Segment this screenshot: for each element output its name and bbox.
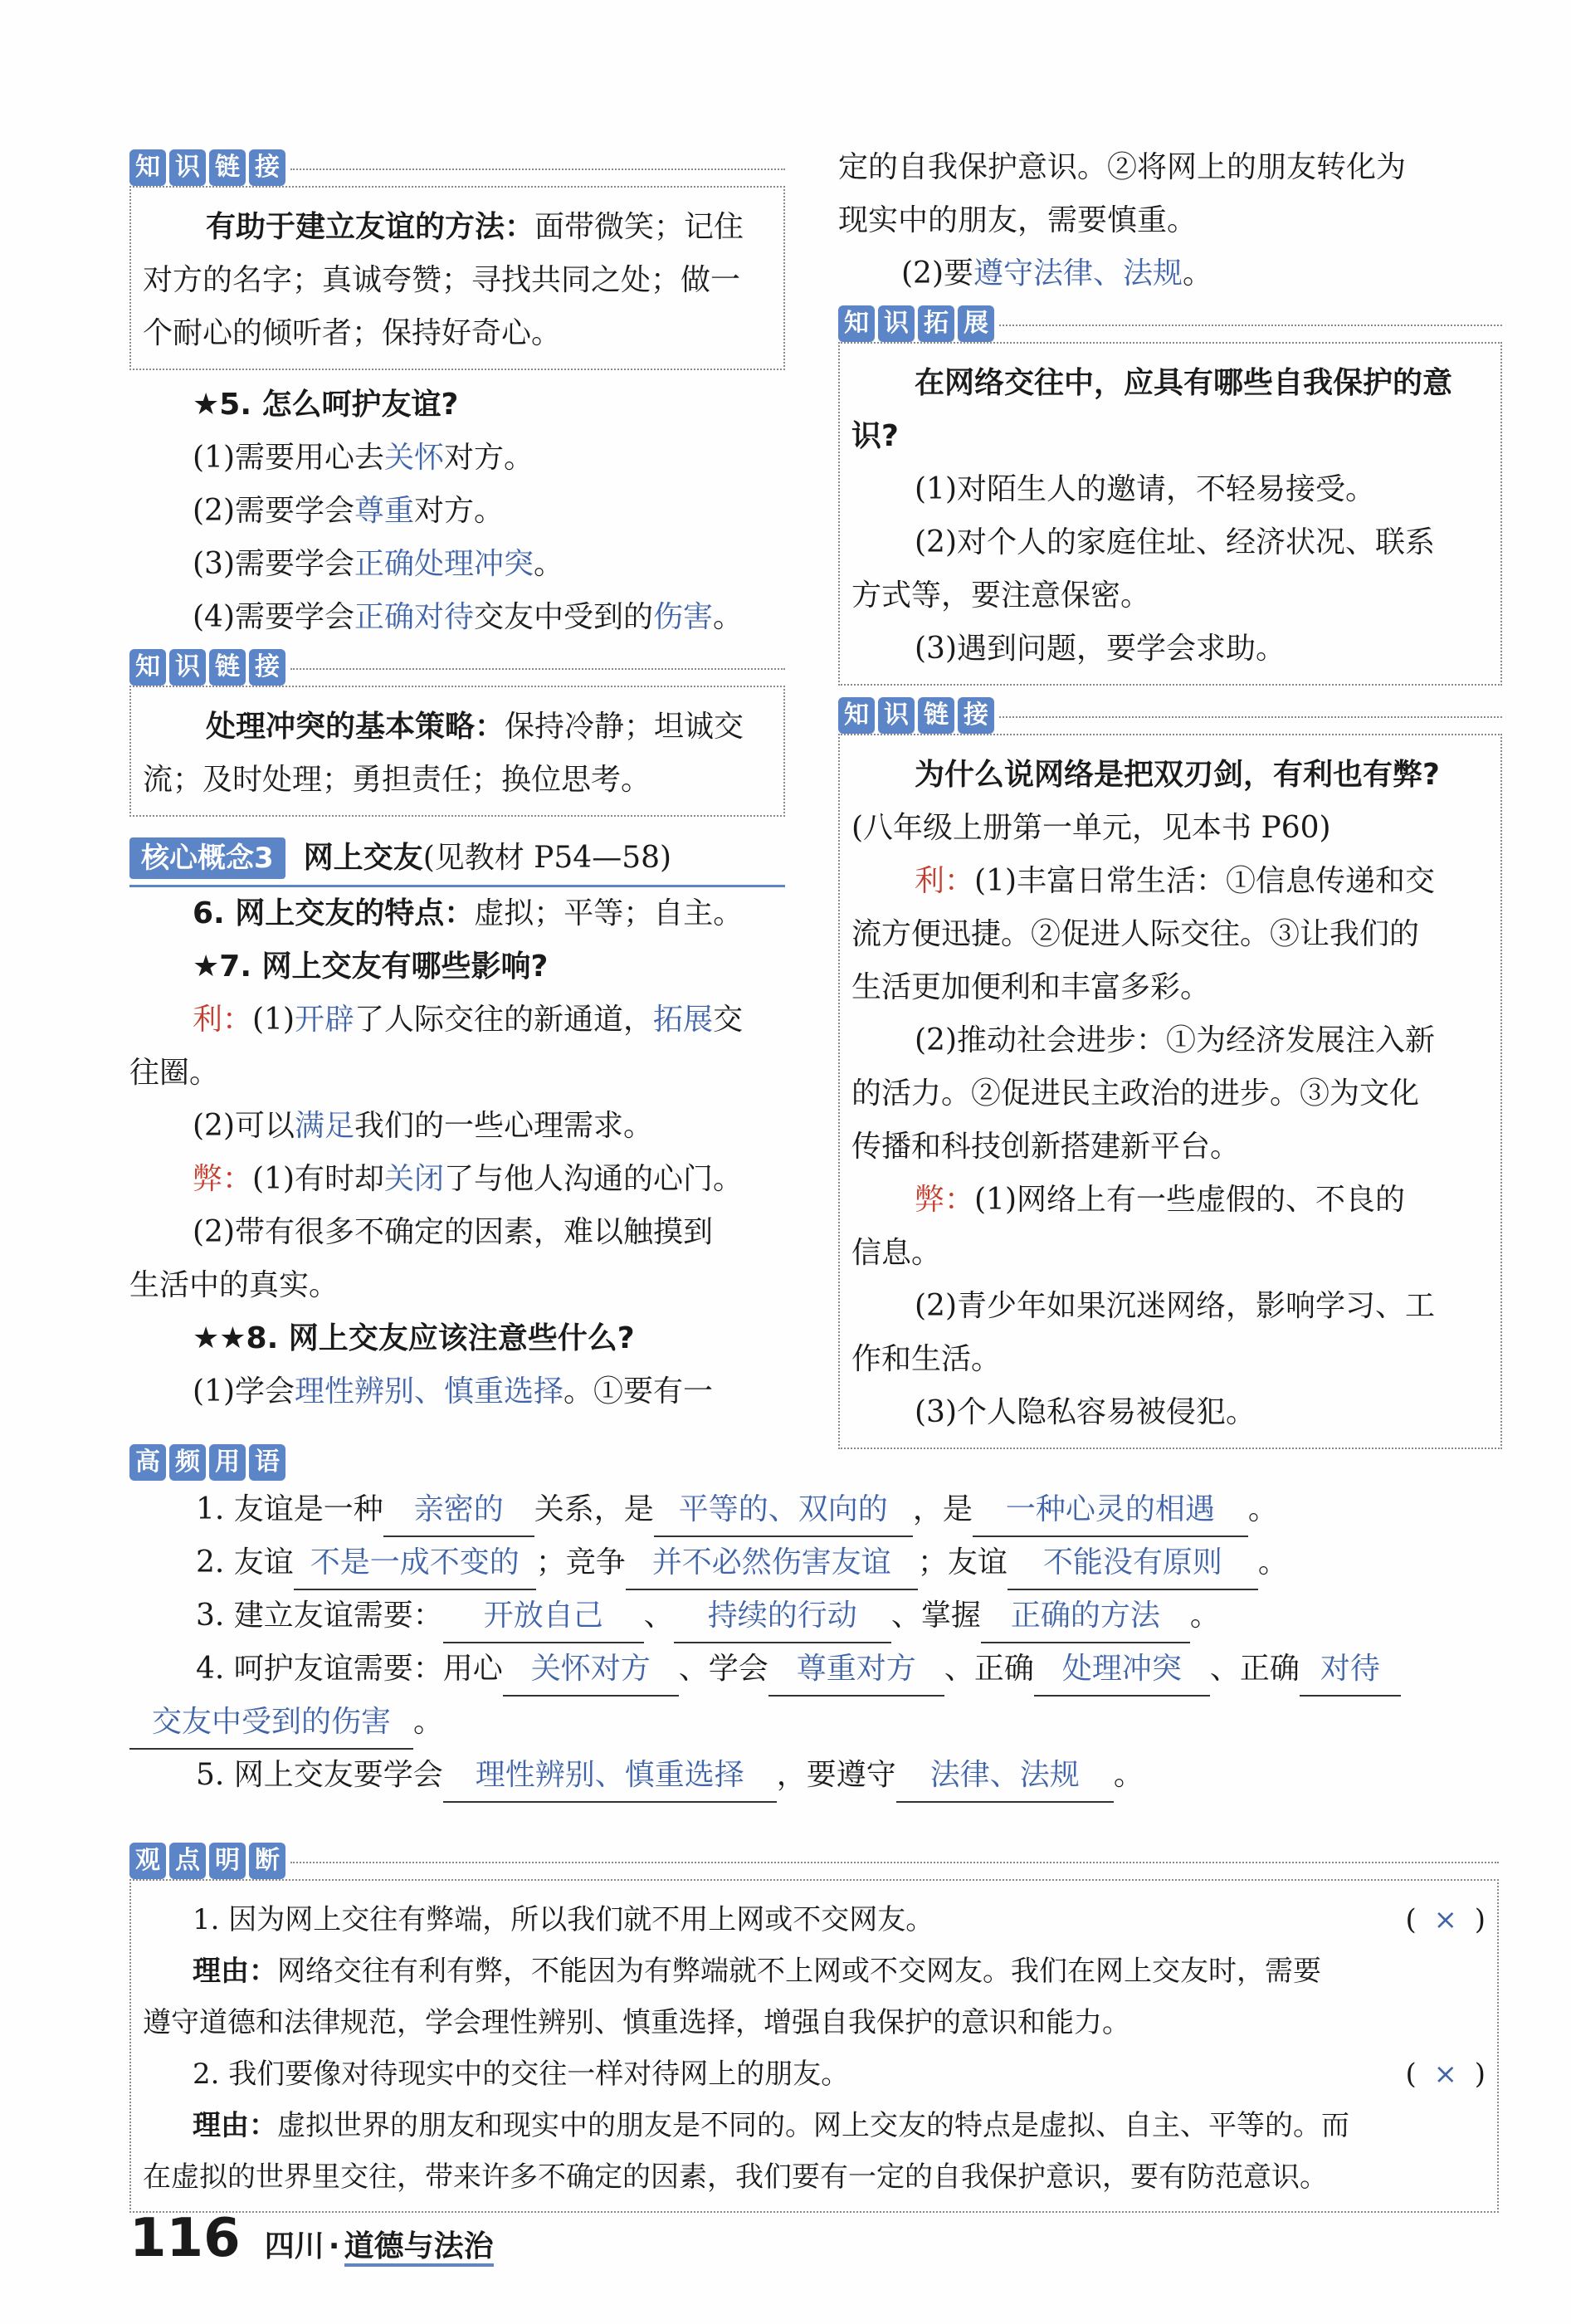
tag-char: 知 — [129, 649, 166, 686]
box-text: 流；及时处理；勇担责任；换位思考。 — [143, 763, 651, 797]
knowledge-extend-box — [838, 342, 1502, 686]
box-text: (1)对陌生人的邀请，不轻易接受。 — [915, 472, 1375, 506]
box-text: (2)推动社会进步：①为经济发展注入新 — [915, 1023, 1435, 1057]
tag-char: 频 — [169, 1444, 206, 1481]
footer-subject: 道德与法治 — [344, 2229, 494, 2267]
box-text: 传播和科技创新搭建新平台。 — [851, 1130, 1241, 1164]
q5-line: (2)需要学会尊重对方。 — [193, 494, 505, 528]
viewpoint-item-2: 2. 我们要像对待现实中的交往一样对待网上的朋友。 ( × ) — [143, 2048, 1486, 2100]
question-7-title: ★7. 网上交友有哪些影响? — [193, 950, 549, 984]
tag-char: 识 — [169, 149, 206, 186]
judgement-mark: × — [1433, 1903, 1457, 1936]
knowledge-link-box-2 — [129, 686, 785, 817]
box-question: 在网络交往中，应具有哪些自我保护的意识? — [851, 366, 1453, 453]
tag-char: 展 — [958, 305, 994, 342]
box-text: 流方便迅捷。②促进人际交往。③让我们的 — [851, 917, 1420, 951]
box-text: 作和生活。 — [851, 1342, 1002, 1376]
q5-line: (4)需要学会正确对待交友中受到的伤害。 — [193, 600, 744, 634]
core-concept-badge: 核心概念3 — [129, 837, 285, 879]
hf-sentence-5: 5. 网上交友要学会 理性辨别、慎重选择 ，要遵守 法律、法规 。 — [129, 1750, 1499, 1803]
viewpoint-item-1: 1. 因为网上交往有弊端，所以我们就不用上网或不交网友。 ( × ) — [143, 1894, 1486, 1946]
box-lead: 处理冲突的基本策略： — [206, 710, 505, 744]
box-text: (3)个人隐私容易被侵犯。 — [915, 1395, 1256, 1429]
knowledge-link-box-1 — [129, 186, 785, 370]
q7-line: (2)可以满足我们的一些心理需求。 — [193, 1109, 654, 1143]
tag-char: 点 — [169, 1843, 206, 1879]
core-concept-title: 网上交友 — [303, 841, 423, 875]
knowledge-link-tag-3 — [838, 697, 1502, 737]
q8-line: (2)要遵守法律、法规。 — [901, 256, 1213, 290]
tag-char: 链 — [209, 149, 246, 186]
question-5-title: ★5. 怎么呵护友谊? — [193, 388, 459, 422]
q7-line: 利：(1)开辟了人际交往的新通道，拓展交 — [193, 1003, 744, 1037]
judgement-mark: × — [1433, 2058, 1457, 2091]
hf-sentence-3: 3. 建立友谊需要： 开放自己 、 持续的行动 、掌握 正确的方法 。 — [129, 1590, 1499, 1643]
q7-line: 生活中的真实。 — [129, 1268, 339, 1302]
box-text: (3)遇到问题，要学会求助。 — [915, 632, 1286, 666]
tag-char: 链 — [918, 697, 954, 734]
knowledge-extend-tag — [838, 305, 1502, 345]
box-text: 个耐心的倾听者；保持好奇心。 — [143, 316, 562, 350]
box-text: (2)青少年如果沉迷网络，影响学习、工 — [915, 1289, 1435, 1323]
hf-sentence-4: 4. 呵护友谊需要：用心 关怀对方 、学会 尊重对方 、正确 处理冲突 、正确 对待 — [129, 1643, 1499, 1697]
tag-char: 识 — [878, 305, 915, 342]
tag-char: 明 — [209, 1843, 246, 1879]
tag-char: 高 — [129, 1444, 166, 1481]
question-8-title: ★★8. 网上交友应该注意些什么? — [193, 1321, 635, 1355]
tag-char: 观 — [129, 1843, 166, 1879]
tag-char: 接 — [249, 149, 285, 186]
viewpoint-section — [129, 1843, 1499, 2213]
box-question: 为什么说网络是把双刃剑，有利也有弊? — [915, 758, 1440, 792]
knowledge-link-box-3 — [838, 734, 1502, 1449]
box-text: 保持冷静；坦诚交 — [505, 710, 744, 744]
box-text: 对方的名字；真诚夸赞；寻找共同之处；做一 — [143, 263, 741, 297]
footer-dot: · — [328, 2229, 340, 2263]
knowledge-link-tag-1 — [129, 149, 785, 189]
tag-char: 知 — [838, 305, 875, 342]
q7-line: 弊：(1)有时却关闭了与他人沟通的心门。 — [193, 1162, 744, 1196]
tag-char: 知 — [838, 697, 875, 734]
reason-1: 理由：网络交往有利有弊，不能因为有弊端就不上网或不交网友。我们在网上交友时，需要 — [193, 1955, 1321, 1988]
q8-continued: 现实中的朋友，需要慎重。 — [838, 203, 1198, 237]
box-text: 生活更加便利和丰富多彩。 — [851, 970, 1211, 1004]
right-column — [838, 141, 1502, 1449]
q8-line: (1)学会理性辨别、慎重选择。①要有一 — [193, 1374, 714, 1409]
high-frequency-tag — [129, 1444, 1499, 1484]
tag-char: 知 — [129, 149, 166, 186]
viewpoint-box — [129, 1879, 1499, 2213]
box-text: 弊：(1)网络上有一些虚假的、不良的 — [915, 1183, 1406, 1217]
tag-char: 用 — [209, 1444, 246, 1481]
left-column — [129, 149, 785, 1418]
box-source: (八年级上册第一单元，见本书 P60) — [851, 811, 1331, 845]
q8-continued: 定的自我保护意识。②将网上的朋友转化为 — [838, 150, 1407, 184]
viewpoint-tag — [129, 1843, 1499, 1882]
box-text: (2)对个人的家庭住址、经济状况、联系 — [915, 525, 1435, 559]
hf-sentence-4-cont: 交友中受到的伤害 。 — [129, 1697, 1499, 1750]
box-text: 面带微笑；记住 — [534, 210, 744, 244]
reason-2: 理由：虚拟世界的朋友和现实中的朋友是不同的。网上交友的特点是虚拟、自主、平等的。而 — [193, 2109, 1349, 2142]
tag-char: 链 — [209, 649, 246, 686]
tag-char: 语 — [249, 1444, 285, 1481]
core-concept-ref: (见教材 P54—58) — [422, 841, 672, 875]
box-text: 利：(1)丰富日常生活：①信息传递和交 — [915, 864, 1436, 898]
tag-char: 识 — [169, 649, 206, 686]
high-frequency-section — [129, 1444, 1499, 1803]
hf-sentence-1: 1. 友谊是一种 亲密的 关系，是 平等的、双向的 ，是 一种心灵的相遇 。 — [129, 1484, 1499, 1537]
page-number: 116 — [129, 2208, 241, 2269]
tag-char: 拓 — [918, 305, 954, 342]
q5-line: (1)需要用心去关怀对方。 — [193, 441, 534, 475]
hf-sentence-2: 2. 友谊 不是一成不变的 ；竞争 并不必然伤害友谊 ；友谊 不能没有原则 。 — [129, 1537, 1499, 1590]
box-text: 的活力。②促进民主政治的进步。③为文化 — [851, 1077, 1420, 1111]
reason-1-cont: 遵守道德和法律规范，学会理性辨别、慎重选择，增强自我保护的意识和能力。 — [143, 2006, 1130, 2039]
tag-char: 接 — [958, 697, 994, 734]
box-text: 方式等，要注意保密。 — [851, 579, 1151, 613]
core-concept-header — [129, 832, 785, 887]
footer-region: 四川 — [264, 2229, 324, 2263]
reason-2-cont: 在虚拟的世界里交往，带来许多不确定的因素，我们要有一定的自我保护意识，要有防范意识。 — [143, 2160, 1328, 2194]
question-6: 6. 网上交友的特点：虚拟；平等；自主。 — [193, 896, 744, 930]
q7-line: (2)带有很多不确定的因素，难以触摸到 — [193, 1215, 713, 1249]
tag-char: 识 — [878, 697, 915, 734]
q5-line: (3)需要学会正确处理冲突。 — [193, 547, 564, 581]
box-text: 信息。 — [851, 1236, 942, 1270]
q7-line: 往圈。 — [129, 1056, 220, 1090]
box-lead: 有助于建立友谊的方法： — [206, 210, 535, 244]
page-footer — [129, 2208, 494, 2269]
tag-char: 断 — [249, 1843, 285, 1879]
knowledge-link-tag-2 — [129, 649, 785, 689]
tag-char: 接 — [249, 649, 285, 686]
